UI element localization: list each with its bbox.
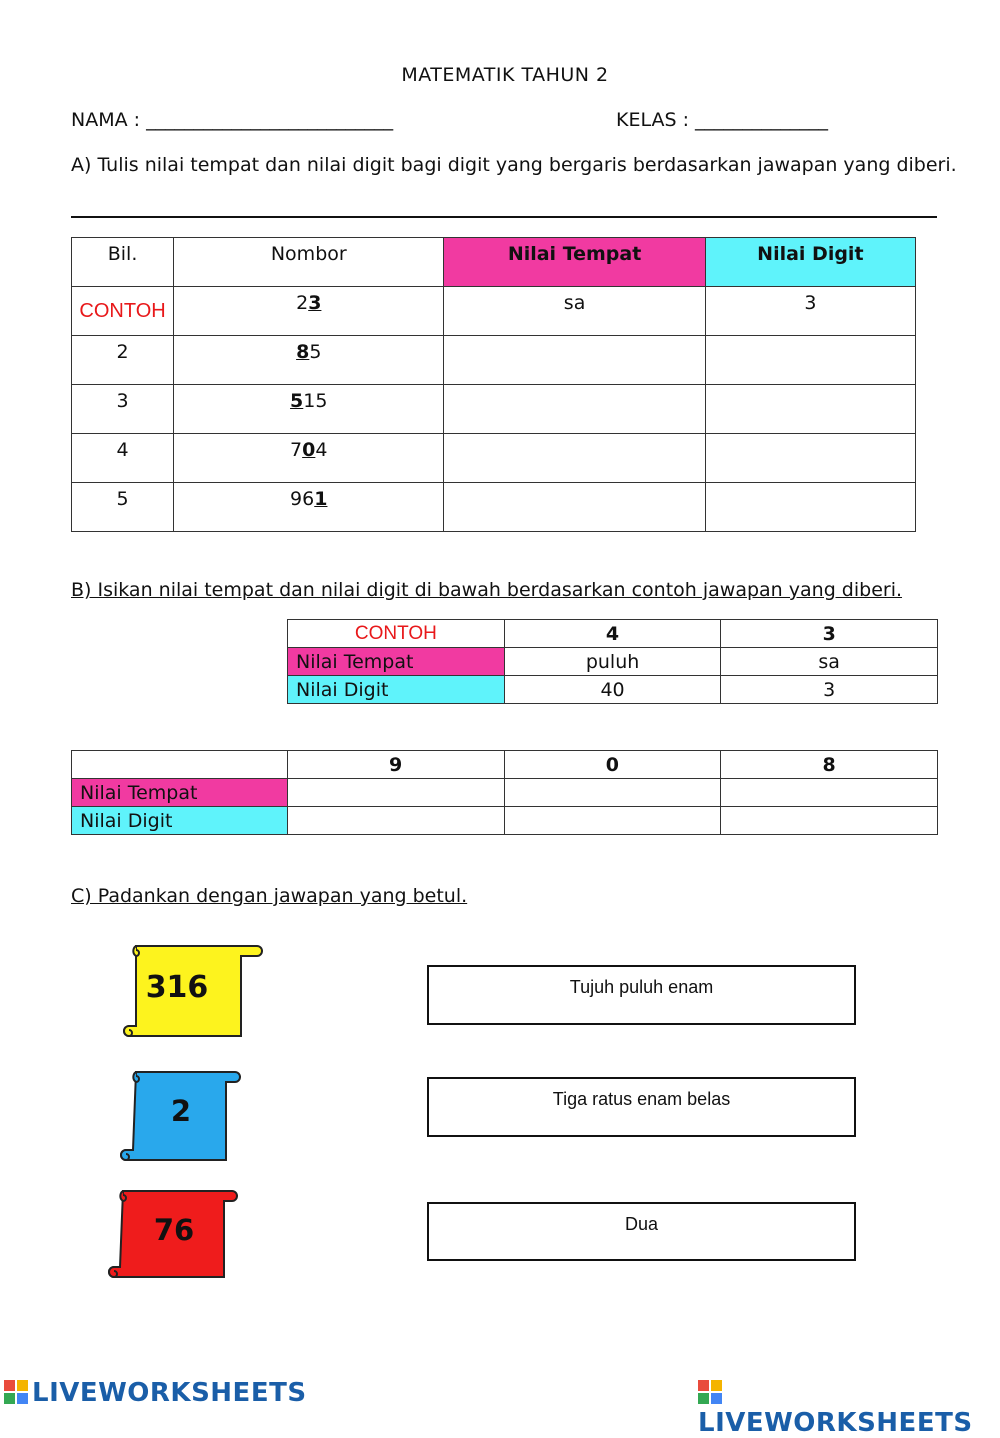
answer-cell[interactable] (721, 807, 938, 835)
answer-nilai-digit[interactable] (705, 434, 915, 483)
header-nilai-digit: Nilai Digit (705, 238, 915, 287)
example-table (287, 619, 938, 704)
number-scroll[interactable] (106, 1187, 242, 1283)
kelas-label: KELAS : (616, 109, 696, 131)
answer-nilai-digit[interactable] (705, 336, 915, 385)
exercise-digit-value-row (72, 807, 938, 835)
liveworksheets-logo-right (698, 1378, 1000, 1438)
header-nilai-tempat: Nilai Tempat (444, 238, 705, 287)
example-digit: 3 (721, 620, 938, 648)
answer-box[interactable]: Tujuh puluh enam (427, 965, 856, 1025)
answer-cell[interactable] (721, 779, 938, 807)
worksheet-title: MATEMATIK TAHUN 2 (401, 64, 609, 86)
kelas-blank[interactable]: ______________ (695, 109, 829, 131)
header-nombor: Nombor (174, 238, 444, 287)
answer-nilai-digit: 3 (705, 287, 915, 336)
underlined-digit: 1 (314, 488, 328, 510)
row-label-nilai-tempat: Nilai Tempat (72, 779, 288, 807)
row-label-nilai-digit: Nilai Digit (288, 676, 505, 704)
liveworksheets-icon (698, 1380, 722, 1404)
nama-label: NAMA : (71, 109, 147, 131)
row-bil: 3 (72, 385, 174, 434)
exercise-table (71, 750, 938, 835)
exercise-digit: 9 (287, 751, 504, 779)
example-tempat-row (288, 648, 938, 676)
empty-corner-cell (72, 751, 288, 779)
nama-blank[interactable]: __________________________ (146, 109, 394, 131)
answer-box[interactable]: Dua (427, 1202, 856, 1261)
answer-cell[interactable] (504, 779, 721, 807)
nombor-pre: 96 (290, 488, 315, 510)
example-digit-value: 3 (721, 676, 938, 704)
answer-cell[interactable] (287, 807, 504, 835)
number-scroll[interactable] (119, 938, 263, 1048)
example-digit-value-row (288, 676, 938, 704)
nombor-post: 5 (309, 341, 322, 363)
underlined-digit: 3 (308, 292, 322, 314)
brand-name: LIVEWORKSHEETS (32, 1378, 307, 1408)
liveworksheets-icon (4, 1380, 28, 1404)
row-label-nilai-tempat: Nilai Tempat (288, 648, 505, 676)
row-bil: 2 (72, 336, 174, 385)
row-bil: 4 (72, 434, 174, 483)
answer-nilai-tempat: sa (444, 287, 705, 336)
answer-nilai-digit[interactable] (705, 385, 915, 434)
section-c-instruction: C) Padankan dengan jawapan yang betul. (71, 885, 468, 907)
example-tempat-value: sa (721, 648, 938, 676)
example-label: CONTOH (288, 620, 505, 648)
example-digit-row (288, 620, 938, 648)
table-row (72, 336, 916, 385)
example-digit: 4 (504, 620, 721, 648)
example-tempat-value: puluh (504, 648, 721, 676)
exercise-tempat-row (72, 779, 938, 807)
answer-nilai-tempat[interactable] (444, 336, 705, 385)
kelas-field[interactable] (616, 109, 828, 131)
answer-cell[interactable] (504, 807, 721, 835)
scroll-number: 2 (170, 1094, 192, 1128)
table-row (72, 434, 916, 483)
nama-field[interactable] (71, 109, 393, 131)
table-row (72, 483, 916, 532)
nombor-pre: 7 (290, 439, 303, 461)
section-b-instruction: B) Isikan nilai tempat dan nilai digit di bawah berdasarkan contoh jawapan yang diberi. (71, 579, 903, 601)
underlined-digit: 8 (296, 341, 310, 363)
underlined-digit: 5 (290, 390, 304, 412)
answer-nilai-digit[interactable] (705, 483, 915, 532)
table-row (72, 287, 916, 336)
row-nombor (174, 287, 444, 336)
row-nombor (174, 336, 444, 385)
brand-name: LIVEWORKSHEETS (698, 1408, 973, 1438)
section-a-instruction: A) Tulis nilai tempat dan nilai digit bagi digit yang bergaris berdasarkan jawapan yang diberi. (71, 154, 957, 176)
exercise-digit: 8 (721, 751, 938, 779)
liveworksheets-logo-left (4, 1378, 307, 1408)
divider-line (71, 216, 937, 218)
nombor-post: 15 (303, 390, 328, 412)
row-bil: 5 (72, 483, 174, 532)
row-nombor (174, 434, 444, 483)
scroll-number: 76 (153, 1213, 195, 1247)
row-label-nilai-digit: Nilai Digit (72, 807, 288, 835)
underlined-digit: 0 (302, 439, 316, 461)
example-digit-value: 40 (504, 676, 721, 704)
number-scroll[interactable] (119, 1068, 243, 1166)
row-bil: CONTOH (72, 287, 174, 336)
scroll-number: 316 (145, 970, 209, 1005)
answer-nilai-tempat[interactable] (444, 434, 705, 483)
nombor-post: 4 (315, 439, 328, 461)
exercise-digit: 0 (504, 751, 721, 779)
answer-box[interactable]: Tiga ratus enam belas (427, 1077, 856, 1137)
answer-nilai-tempat[interactable] (444, 385, 705, 434)
exercise-digit-row (72, 751, 938, 779)
row-nombor (174, 385, 444, 434)
nombor-pre: 2 (296, 292, 309, 314)
row-nombor (174, 483, 444, 532)
header-bil: Bil. (72, 238, 174, 287)
place-value-table (71, 237, 916, 532)
table-row (72, 385, 916, 434)
answer-cell[interactable] (287, 779, 504, 807)
table-header-row (72, 238, 916, 287)
answer-nilai-tempat[interactable] (444, 483, 705, 532)
